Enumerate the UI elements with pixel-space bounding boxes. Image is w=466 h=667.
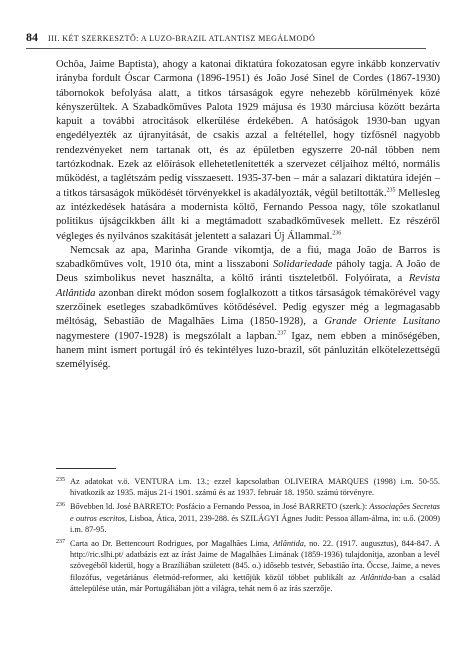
footnote-number: 235 xyxy=(56,477,65,483)
footnote-number: 237 xyxy=(56,539,65,546)
footnote-236 xyxy=(56,501,440,535)
footnote-text-part: -ban a család áttelepülése után, már Portugáliában jött a világra, tehát nem ő az írás szerzője. xyxy=(70,572,440,593)
paragraph-text: Mellesleg az intézkedések hatására a modernista költő, Fernando Pessoa nagy, tőle szokatlanul politikus újságcikkben állt ki a megtámadott szabadkőművesek mellett. Ez részéről végleges és nyilvános szakítását jelentett a salazari Új Állammal. xyxy=(56,187,440,242)
page-number: 84 xyxy=(26,30,38,44)
paragraph-text: Ochôa, Jaime Baptista), ahogy a katonai diktatúra fokozatosan egyre inkább konzervatív irányba fordult Óscar Carmona (1896-1951) és João José Sinel de Cordes (1867-1930) tábornokok befolyása alatt, a titkos társaságok egyre nehezebb körülmények közé kényszerültek. A Szabadkőműves Palota 1929 májusa és 1930 márciusa között bezárta kapuit a további atrocitások elkerülése érdekében. A hatóságok 1930-ban ugyan engedélyezték az újranyitását, de csakis azzal a feltétellel, hogy tízfősnél nagyobb rendezvényeket nem tartanak ott, és az épületben egyszerre 20-nál többen nem tartózkodnak. Ezek az előírások ellehetetlenítették a szervezet céljaihoz méltó, normális működést, a taglétszám pedig visszaesett. 1935-37-ben – már a salazari diktatúra idején – a titkos társaságok működését törvényekkel is akadályozták, végül betiltották. xyxy=(56,59,440,199)
paragraph-2 xyxy=(56,244,440,373)
italic-title: Atlântida xyxy=(360,572,392,582)
footnote-rule xyxy=(56,468,116,469)
italic-title: Atlântida xyxy=(273,539,304,549)
italic-title: Grande Oriente Lusitano xyxy=(324,316,440,328)
footnote-number: 236 xyxy=(56,502,65,509)
paragraph-text: Nemcsak az apa, Marinha Grande vikomtja, de a fiú, maga João de Barros is szabadkőműves volt, 1910 óta, mint a lisszaboni xyxy=(56,244,440,271)
footnote-237 xyxy=(56,538,440,594)
paragraph-text: nagymestere (1907-1928) is megszólalt a lapban. xyxy=(56,330,278,342)
footnote-text xyxy=(70,538,440,594)
footnote-235 xyxy=(56,476,440,498)
footnote-text xyxy=(70,501,440,535)
running-head: III. KÉT SZERKESZTŐ: A LUZO-BRAZIL ATLANTISZ MEGÁLMODÓ xyxy=(48,34,316,43)
header-rule xyxy=(26,48,426,49)
footnote-ref[interactable]: 236 xyxy=(332,230,342,237)
footnote-text-part: Az adatokat v.ö. VENTURA i.m. 13.; ezzel kapcsolatban OLIVEIRA MARQUES (1998) i.m. 50-55. hivatkozik az 1935. május 21-i 1901. számú és az 1937. február 18. 1950. számú törvényre. xyxy=(70,477,440,498)
footnote-text-part: , no. 22. (1917. augusztus), 844-847. A http://ric.slhi.pt/ adatbázis ezt az írást Jaime de Magalhães Limának (1859-1936) tulajdonítja, azonban a levél szövegéből kiderül, hogy a Brazíliában született (845. o.) idősebb testvér, Sebastião írta. Öccse, Jaime, a neves filozófus, vegetáriánus életmód-reformer, aki kettőjük közül többet publikált az xyxy=(70,539,441,582)
footnotes xyxy=(56,476,440,597)
italic-title: Associações Secretas e outros escritos xyxy=(70,502,440,523)
footnote-text-part: , Lisboa, Ática, 2011, 239-288. és SZILÁGYI Ágnes Judit: Pessoa állam-álma, in: u.ő. (2009) i.m. 87-95. xyxy=(70,513,440,534)
footnote-ref[interactable]: 235 xyxy=(386,187,396,194)
paragraph-1 xyxy=(56,58,440,244)
footnote-text-part: Bővebben ld. José BARRETO: Posfácio a Fernando Pessoa, in José BARRETO (szerk.): xyxy=(70,502,370,512)
paragraph-text: páholy tagja. A João de Deus szimbolikus nevet használta, a költő iránti tiszteletből. Folyóirata, a xyxy=(56,259,440,285)
paragraph-text: azonban direkt módon sosem foglalkozott a titkos társaságok témakörével vagy szerzőinek esetleges szabadkőműves kötődésével. Pedig egyszer még a legmagasabb méltóság, Sebastião de Magalhães Lima (1850-1928), a xyxy=(56,287,440,328)
footnote-text xyxy=(70,476,440,498)
body-text xyxy=(56,58,440,373)
footnote-ref[interactable]: 237 xyxy=(277,330,287,337)
paragraph-text: Igaz, nem ebben a minőségében, hanem mint ismert portugál író és tekintélyes luzo-brazil, sőt pánluzitán elkötelezettségű személyiség. xyxy=(56,330,440,371)
italic-title: Solidariedade xyxy=(272,259,333,271)
footnote-text-part: Carta ao Dr. Bettencourt Rodrigues, por Magalhães Lima, xyxy=(70,539,274,549)
italic-title: Revista Atlântida xyxy=(56,273,440,299)
page-header xyxy=(26,30,426,50)
